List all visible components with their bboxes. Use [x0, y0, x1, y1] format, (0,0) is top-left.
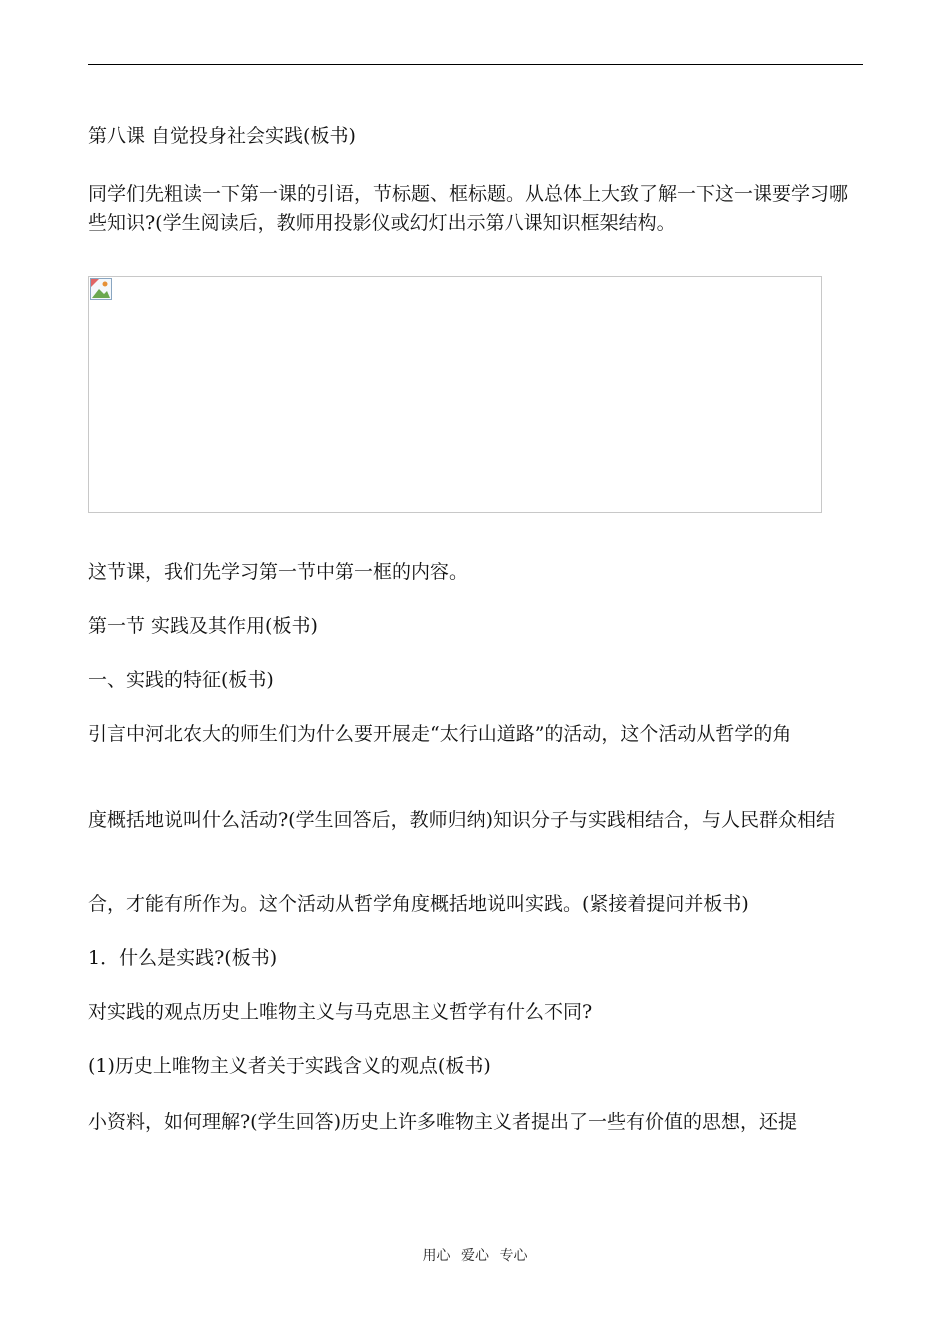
lesson-title: 第八课 自觉投身社会实践(板书) [88, 125, 356, 147]
knowledge-framework-image [88, 276, 822, 513]
intro-paragraph: 同学们先粗读一下第一课的引语，节标题、框标题。从总体上大致了解一下这一课要学习哪些知识?(学生阅读后，教师用投影仪或幻灯出示第八课知识框架结构。 [88, 183, 849, 234]
paragraph-answer: 度概括地说叫什么活动?(学生回答后，教师归纳)知识分子与实践相结合，与人民群众相结 [88, 809, 836, 831]
broken-image-icon [90, 278, 112, 300]
subsection-heading: 一、实践的特征(板书) [88, 669, 274, 691]
header-rule [88, 64, 863, 65]
paragraph-conclusion: 合，才能有所作为。这个活动从哲学角度概括地说叫实践。(紧接着提问并板书) [88, 893, 749, 915]
page-footer: 用心 爱心 专心 [422, 1248, 528, 1264]
paragraph-lesson-plan: 这节课，我们先学习第一节中第一框的内容。 [88, 561, 469, 583]
paragraph-resource: 小资料，如何理解?(学生回答)历史上许多唯物主义者提出了一些有价值的思想，还提 [88, 1111, 798, 1133]
section-heading: 第一节 实践及其作用(板书) [88, 615, 318, 637]
numbered-heading: 1．什么是实践?(板书) [88, 947, 278, 969]
sub-point-heading: (1)历史上唯物主义者关于实践含义的观点(板书) [88, 1055, 491, 1077]
paragraph-comparison: 对实践的观点历史上唯物主义与马克思主义哲学有什么不同? [88, 1001, 593, 1023]
paragraph-question: 引言中河北农大的师生们为什么要开展走“太行山道路”的活动，这个活动从哲学的角 [88, 723, 792, 745]
